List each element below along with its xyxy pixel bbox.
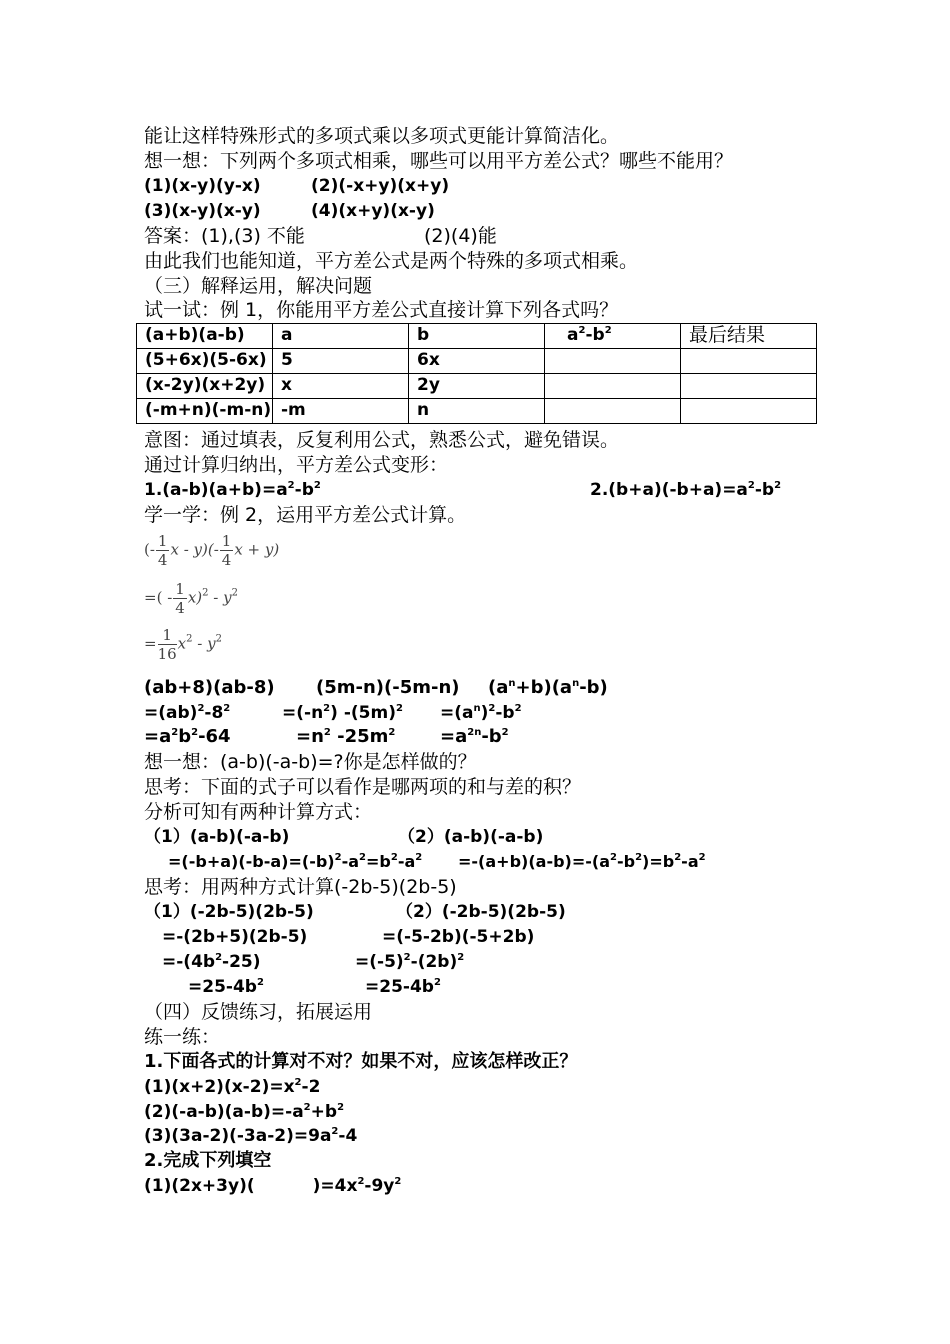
practice-q1-item-1: $(1)(x+2)(x-2)=x^2-2$ xyxy=(144,1077,321,1097)
table-header-cell: b xyxy=(409,324,545,349)
table-cell: (5+6x)(5-6x) xyxy=(137,349,273,374)
worked-c-line-1: $(a^n+b)(a^n-b)$ xyxy=(488,677,608,698)
calc-2-step-2: $=(-5)^2-(2b)^2$ xyxy=(355,952,465,972)
table-header-cell: $a^2-b^2$ xyxy=(545,324,681,349)
example-1-prompt: 试一试：例 1，你能用平方差公式直接计算下列各式吗？ xyxy=(144,299,619,321)
method-1-result: $=(-b+a)(-b-a)=(-b)^2-a^2=b^2-a^2$ xyxy=(168,852,423,871)
item-4: (4)(x+y)(x-y) xyxy=(311,201,435,221)
conclusion-line: 由此我们也能知道，平方差公式是两个特殊的多项式相乘。 xyxy=(144,250,639,272)
practice-label: 练一练： xyxy=(144,1026,221,1048)
table-cell: 5 xyxy=(273,349,409,374)
table-cell: 2y xyxy=(409,374,545,399)
table-header-cell: (a+b)(a-b) xyxy=(137,324,273,349)
table-cell[interactable] xyxy=(681,374,817,399)
analysis-line: 分析可知有两种计算方式： xyxy=(144,801,373,823)
calc-1-step-1: =-(2b+5)(2b-5) xyxy=(162,927,308,947)
formula-line-2: =( - $\frac{1}{4}$ $x)^2 - y^2$ xyxy=(144,580,238,617)
intent-line: 意图：通过填表，反复利用公式，熟悉公式，避免错误。 xyxy=(144,429,620,451)
variant-2: $2.(b+a)(-b+a)=a^2-b^2$ xyxy=(590,480,782,500)
practice-q2-item-1: (1)(2x+3y)( )$=4x^2-9y^2$ xyxy=(144,1176,402,1196)
fraction: $\frac{1}{4}$ xyxy=(221,532,232,569)
calc-2-heading: （2）(-2b-5)(2b-5) xyxy=(396,902,566,922)
table-header-row xyxy=(137,324,817,349)
method-2-result: $=-(a+b)(a-b)=-(a^2-b^2)=b^2-a^2$ xyxy=(458,852,706,871)
fraction: $\frac{1}{4}$ xyxy=(175,580,185,617)
formula-line-3: = $\frac{1}{16}$ $x^2 - y^2$ xyxy=(144,626,222,663)
table-row xyxy=(137,374,817,399)
table-cell: 6x xyxy=(409,349,545,374)
worked-b-line-1: (5m-n)(-5m-n) xyxy=(316,677,460,698)
table-cell[interactable] xyxy=(545,349,681,374)
table-cell[interactable] xyxy=(681,349,817,374)
formula-line-1: (- $\frac{1}{4}$ x - y)(- $\frac{1}{4}$ x + y) xyxy=(144,532,280,569)
table-row xyxy=(137,349,817,374)
table-row xyxy=(137,399,817,424)
fill-in-table xyxy=(136,323,817,424)
example-2-prompt: 学一学：例 2，运用平方差公式计算。 xyxy=(144,504,467,526)
practice-q2: 2.完成下列填空 xyxy=(144,1150,272,1171)
calc-1-step-2: $=-(4b^2-25)$ xyxy=(162,952,261,972)
worked-a-line-3: $=a^2b^2-64$ xyxy=(144,726,231,747)
table-cell[interactable] xyxy=(681,399,817,424)
method-2-heading: （2）(a-b)(-a-b) xyxy=(398,827,544,847)
intro-line: 能让这样特殊形式的多项式乘以多项式更能计算简洁化。 xyxy=(144,125,620,147)
think-question: 想一想：下列两个多项式相乘，哪些可以用平方差公式？哪些不能用？ xyxy=(144,150,734,172)
table-header-cell: a xyxy=(273,324,409,349)
table-header-cell: 最后结果 xyxy=(681,324,817,349)
worked-a-line-2: $=(ab)^2-8^2$ xyxy=(144,703,231,723)
table-cell: (-m+n)(-m-n) xyxy=(137,399,273,424)
worked-c-line-2: $=(a^n)^2-b^2$ xyxy=(440,703,522,723)
table-cell: n xyxy=(409,399,545,424)
table-cell: x xyxy=(273,374,409,399)
worked-a-line-1: (ab+8)(ab-8) xyxy=(144,677,275,698)
table-cell[interactable] xyxy=(545,399,681,424)
consider-line-2: 思考：用两种方式计算(-2b-5)(2b-5) xyxy=(144,876,457,898)
item-1: (1)(x-y)(y-x) xyxy=(144,176,261,196)
method-1-heading: （1）(a-b)(-a-b) xyxy=(144,827,290,847)
answer-a: 答案：(1),(3) 不能 xyxy=(144,225,305,247)
consider-line: 思考：下面的式子可以看作是哪两项的和与差的积？ xyxy=(144,776,582,798)
section-three-heading: （三）解释运用，解决问题 xyxy=(144,275,373,297)
fraction: $\frac{1}{4}$ xyxy=(157,532,168,569)
calc-1-heading: （1）(-2b-5)(2b-5) xyxy=(144,902,314,922)
worked-b-line-3: $=n^2$ $-25m^2$ xyxy=(296,726,396,747)
section-four-heading: （四）反馈练习，拓展运用 xyxy=(144,1001,373,1023)
practice-q1: 1.下面各式的计算对不对？如果不对，应该怎样改正？ xyxy=(144,1051,578,1072)
item-3: (3)(x-y)(x-y) xyxy=(144,201,261,221)
induction-line: 通过计算归纳出，平方差公式变形： xyxy=(144,454,449,476)
worked-b-line-2: $=(-n^2)$ $-(5m)^2$ xyxy=(282,703,403,723)
variant-1: $1.(a-b)(a+b)=a^2-b^2$ xyxy=(144,480,321,500)
calc-2-step-3: $=25-4b^2$ xyxy=(365,977,441,997)
practice-q1-item-2: $(2)(-a-b)(a-b)=-a^2+b^2$ xyxy=(144,1102,345,1122)
calc-2-step-1: =(-5-2b)(-5+2b) xyxy=(382,927,535,947)
table-cell: (x-2y)(x+2y) xyxy=(137,374,273,399)
table-cell[interactable] xyxy=(545,374,681,399)
calc-1-step-3: $=25-4b^2$ xyxy=(188,977,264,997)
fraction: $\frac{1}{16}$ xyxy=(157,626,177,663)
table-cell: -m xyxy=(273,399,409,424)
answer-b: (2)(4)能 xyxy=(424,225,497,247)
worked-c-line-3: $=a^{2n}-b^2$ xyxy=(440,726,509,747)
item-2: (2)(-x+y)(x+y) xyxy=(311,176,450,196)
practice-q1-item-3: $(3)(3a-2)(-3a-2)=9a^2-4$ xyxy=(144,1126,358,1146)
think-line-2: 想一想：(a-b)(-a-b)=?你是怎样做的？ xyxy=(144,751,477,773)
